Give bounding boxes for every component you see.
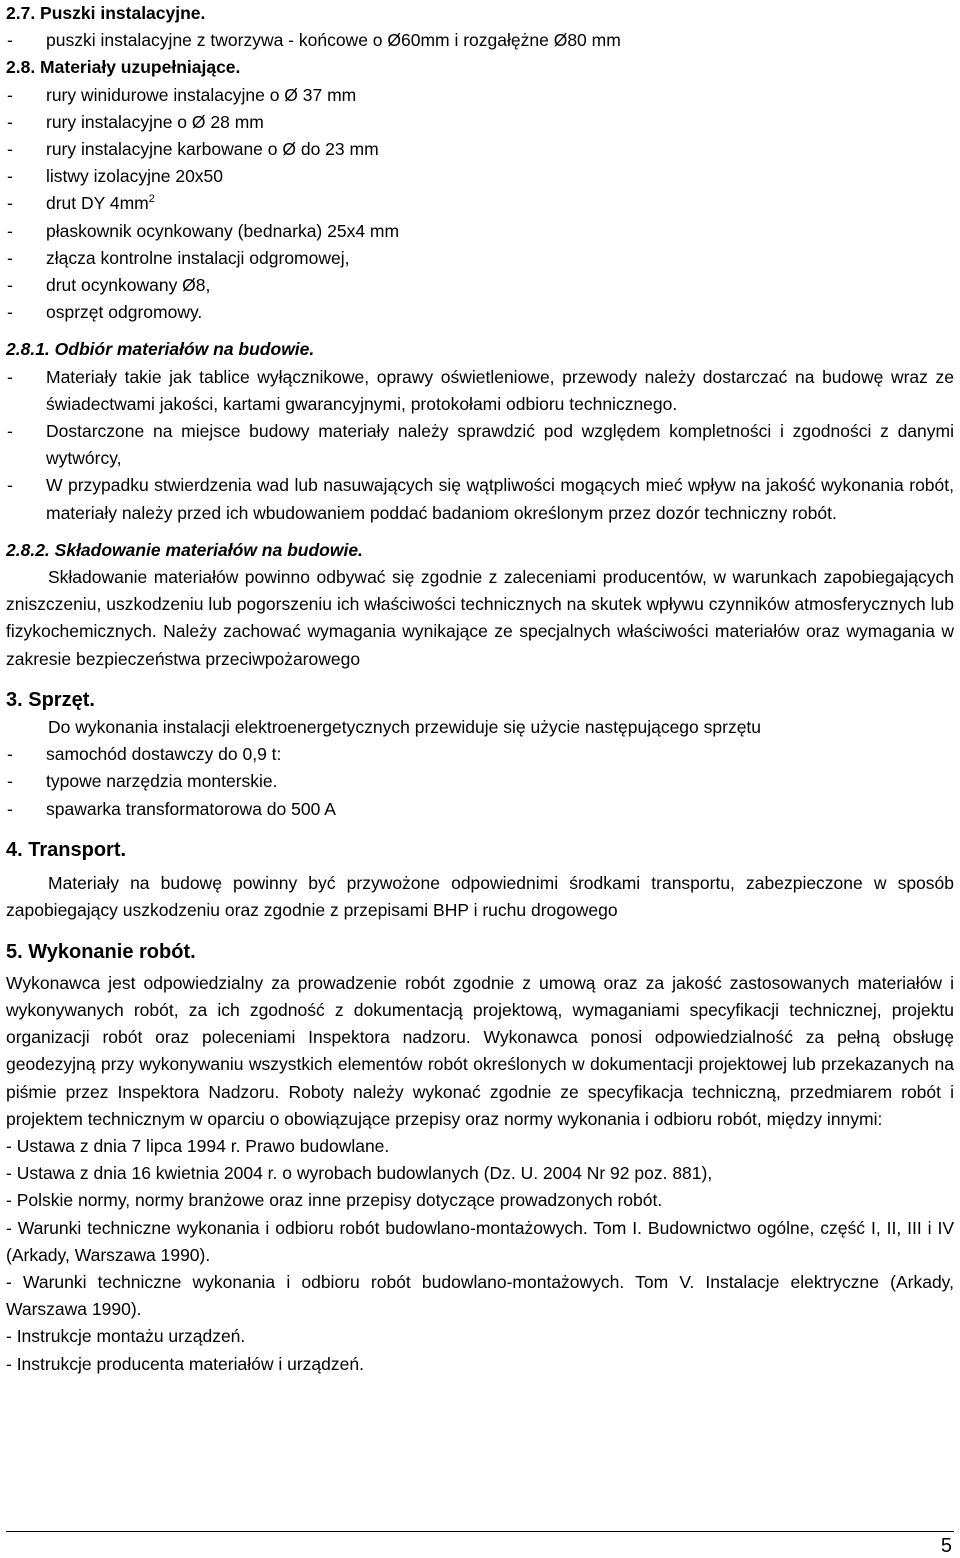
list-item-text: samochód dostawczy do 0,9 t: (46, 744, 282, 765)
list-dash: - (7, 366, 13, 387)
list-item-text (46, 190, 954, 217)
list-item-text: W przypadku stwierdzenia wad lub nasuwających się wątpliwości mogących mieć wpływ na jakość wykonania robót, materiały należy przed ich wbudowaniem poddać badaniom określonym przez dozór techniczny robót. (46, 475, 954, 523)
transport-paragraph: Materiały na budowę powinny być przywożone odpowiednimi środkami transportu, zabezpieczone w sposób zapobiegający uszkodzeniu oraz zgodnie z przepisami BHP i ruchu drogowego (6, 873, 954, 921)
list-item-text: Materiały takie jak tablice wyłącznikowe, oprawy oświetleniowe, przewody należy dostarczać na budowę wraz ze świadectwami jakości, kartami gwarancyjnymi, protokołami odbioru technicznego. (46, 366, 954, 414)
regulation-item: - Ustawa z dnia 7 lipca 1994 r. Prawo budowlane. (6, 1135, 390, 1156)
list-item (6, 163, 954, 190)
list-item (6, 109, 954, 136)
list-item-text: Dostarczone na miejsce budowy materiały należy sprawdzić pod względem kompletności i zgodności z danymi wytwórcy, (46, 421, 954, 469)
list-item (6, 245, 954, 272)
equipment-intro: Do wykonania instalacji elektroenergetycznych przewiduje się użycie następującego sprzętu (48, 717, 762, 738)
list-dash: - (7, 771, 13, 792)
list-item (6, 741, 954, 768)
page-number: 5 (940, 1535, 952, 1557)
section-2-8-2-heading: 2.8.2. Składowanie materiałów na budowie. (6, 539, 363, 560)
section-4-heading: 4. Transport. (6, 838, 127, 861)
list-dash: - (7, 247, 13, 268)
list-item-text: spawarka transformatorowa do 500 A (46, 798, 336, 819)
list-item-text: złącza kontrolne instalacji odgromowej, (46, 247, 350, 268)
list-item-text: płaskownik ocynkowany (bednarka) 25x4 mm (46, 220, 400, 241)
list-item (6, 82, 954, 109)
regulation-item: - Polskie normy, normy branżowe oraz inne przepisy dotyczące prowadzonych robót. (6, 1190, 663, 1211)
regulation-item: - Instrukcje producenta materiałów i urządzeń. (6, 1353, 364, 1374)
list-item-text: rury instalacyjne karbowane o Ø do 23 mm (46, 139, 379, 160)
list-dash: - (7, 30, 13, 51)
list-item (6, 299, 954, 326)
list-item (6, 218, 954, 245)
list-item (6, 768, 954, 795)
list-dash: - (7, 302, 13, 323)
footer-divider (6, 1531, 954, 1532)
list-item (6, 27, 954, 54)
list-dash: - (7, 475, 13, 496)
list-dash: - (7, 139, 13, 160)
list-dash: - (7, 744, 13, 765)
storage-paragraph: Składowanie materiałów powinno odbywać się zgodnie z zaleceniami producentów, w warunkach zapobiegających zniszczeniu, uszkodzeniu lub pogorszeniu ich właściwości technicznych na skutek wpływu czynników atmosferycznych lub fizykochemicznych. Należy zachować wymagania wynikające ze specjalnych właściwości materiałów oraz wymagania w zakresie bezpieczeństwa przeciwpożarowego (6, 567, 954, 669)
regulation-item: - Warunki techniczne wykonania i odbioru robót budowlano-montażowych. Tom I. Budownictwo ogólne, część I, II, III i IV (Arkady, Warszawa 1990). (6, 1217, 954, 1265)
works-paragraph: Wykonawca jest odpowiedzialny za prowadzenie robót zgodnie z umową oraz za jakość zastosowanych materiałów i wykonywanych robót, za ich zgodność z dokumentacją projektową, wymaganiami specyfikacji technicznej, projektu organizacji robót oraz poleceniami Inspektora nadzoru. Wykonawca ponosi odpowiedzialność za pełną obsługę geodezyjną przy wykonywaniu wszystkich elementów robót określonych w dokumentacji projektowej lub przekazanych na piśmie przez Inspektora Nadzoru. Roboty należy wykonać zgodnie ze specyfikacja techniczną, przedmiarem robót i projektem technicznym w oparciu o obowiązujące przepisy oraz normy wykonania i odbioru robót, między innymi: (6, 972, 954, 1129)
list-item-text: typowe narzędzia monterskie. (46, 771, 278, 792)
document-page (6, 0, 954, 1378)
list-dash: - (7, 220, 13, 241)
list-item-text: listwy izolacyjne 20x50 (46, 166, 224, 187)
list-item (6, 796, 954, 823)
list-dash: - (7, 798, 13, 819)
list-item-text: rury instalacyjne o Ø 28 mm (46, 111, 264, 132)
list-dash: - (7, 421, 13, 442)
regulation-item: - Instrukcje montażu urządzeń. (6, 1326, 246, 1347)
section-2-8-1-heading: 2.8.1. Odbiór materiałów na budowie. (6, 339, 315, 360)
list-item-text: puszki instalacyjne z tworzywa - końcowe o Ø60mm i rozgałężne Ø80 mm (46, 30, 621, 51)
list-item-text: drut ocynkowany Ø8, (46, 275, 211, 296)
list-dash: - (7, 193, 13, 214)
section-5-heading: 5. Wykonanie robót. (6, 940, 196, 963)
drut-label: drut DY 4mm (46, 193, 149, 214)
list-item (6, 364, 954, 418)
list-item (6, 472, 954, 526)
section-2-8-heading: 2.8. Materiały uzupełniające. (6, 57, 241, 78)
list-dash: - (7, 275, 13, 296)
list-item (6, 272, 954, 299)
list-item-text: rury winidurowe instalacyjne o Ø 37 mm (46, 84, 357, 105)
section-2-7-heading: 2.7. Puszki instalacyjne. (6, 3, 206, 23)
list-dash: - (7, 111, 13, 132)
list-dash: - (7, 84, 13, 105)
section-3-heading: 3. Sprzęt. (6, 688, 95, 711)
list-item (6, 136, 954, 163)
regulation-item: - Warunki techniczne wykonania i odbioru robót budowlano-montażowych. Tom V. Instalacje elektryczne (Arkady, Warszawa 1990). (6, 1271, 954, 1320)
list-item (6, 190, 954, 217)
list-dash: - (7, 166, 13, 187)
superscript: 2 (148, 193, 155, 206)
list-item (6, 418, 954, 472)
list-item-text: osprzęt odgromowy. (46, 302, 203, 323)
regulation-item: - Ustawa z dnia 16 kwietnia 2004 r. o wyrobach budowlanych (Dz. U. 2004 Nr 92 poz. 881), (6, 1163, 713, 1184)
